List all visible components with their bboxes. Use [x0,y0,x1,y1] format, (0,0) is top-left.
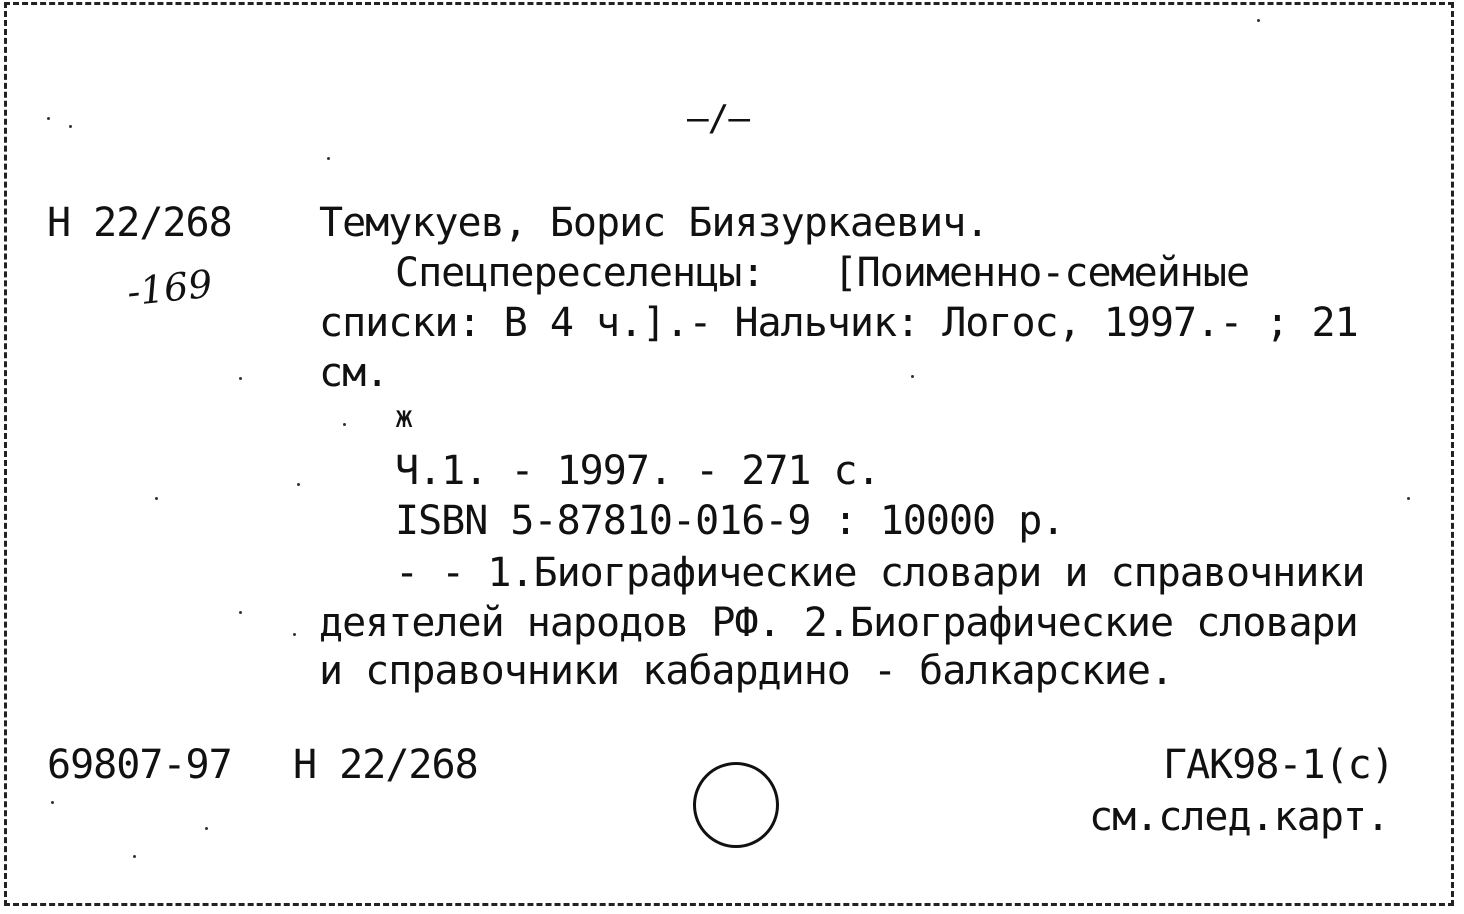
speck [343,423,346,426]
catalog-code: ГАК98-1(с) [1163,742,1394,788]
speck [239,611,242,614]
speck [133,855,136,858]
circle-mark [693,762,779,848]
catalog-card [4,2,1454,906]
shelf-mark: Н 22/268 [47,200,232,246]
speck [69,125,72,128]
speck [51,801,54,804]
subjects-line-1: - - 1.Биографические словари и справочники [395,550,1365,596]
speck [155,497,158,500]
title-line-3: см. [319,350,389,396]
page-number: —/— [687,98,750,139]
author-heading: Темукуев, Борис Биязуркаевич. [319,200,989,246]
see-next-card: см.след.карт. [1089,794,1390,840]
accession-number: 69807-97 [47,742,232,788]
handwritten-mark: -169 [124,261,215,315]
speck [239,377,242,380]
speck [911,375,914,378]
speck [205,827,208,830]
speck [1257,19,1260,22]
asterisk-mark: ж [395,400,413,435]
subjects-line-3: и справочники кабардино - балкарские. [319,648,1174,694]
speck [293,633,296,636]
isbn-line: ISBN 5-87810-016-9 : 10000 р. [395,498,1065,544]
title-line-2: списки: В 4 ч.].- Нальчик: Логос, 1997.- ; 21 [319,300,1358,346]
shelf-mark-bottom: Н 22/268 [293,742,478,788]
subjects-line-2: деятелей народов РФ. 2.Биографические словари [319,600,1358,646]
speck [1407,497,1410,500]
speck [47,117,50,120]
speck [327,157,330,160]
title-line-1: Спецпереселенцы: [Поименно-семейные [395,250,1250,296]
volume-line: Ч.1. - 1997. - 271 с. [395,448,880,494]
speck [297,483,300,486]
